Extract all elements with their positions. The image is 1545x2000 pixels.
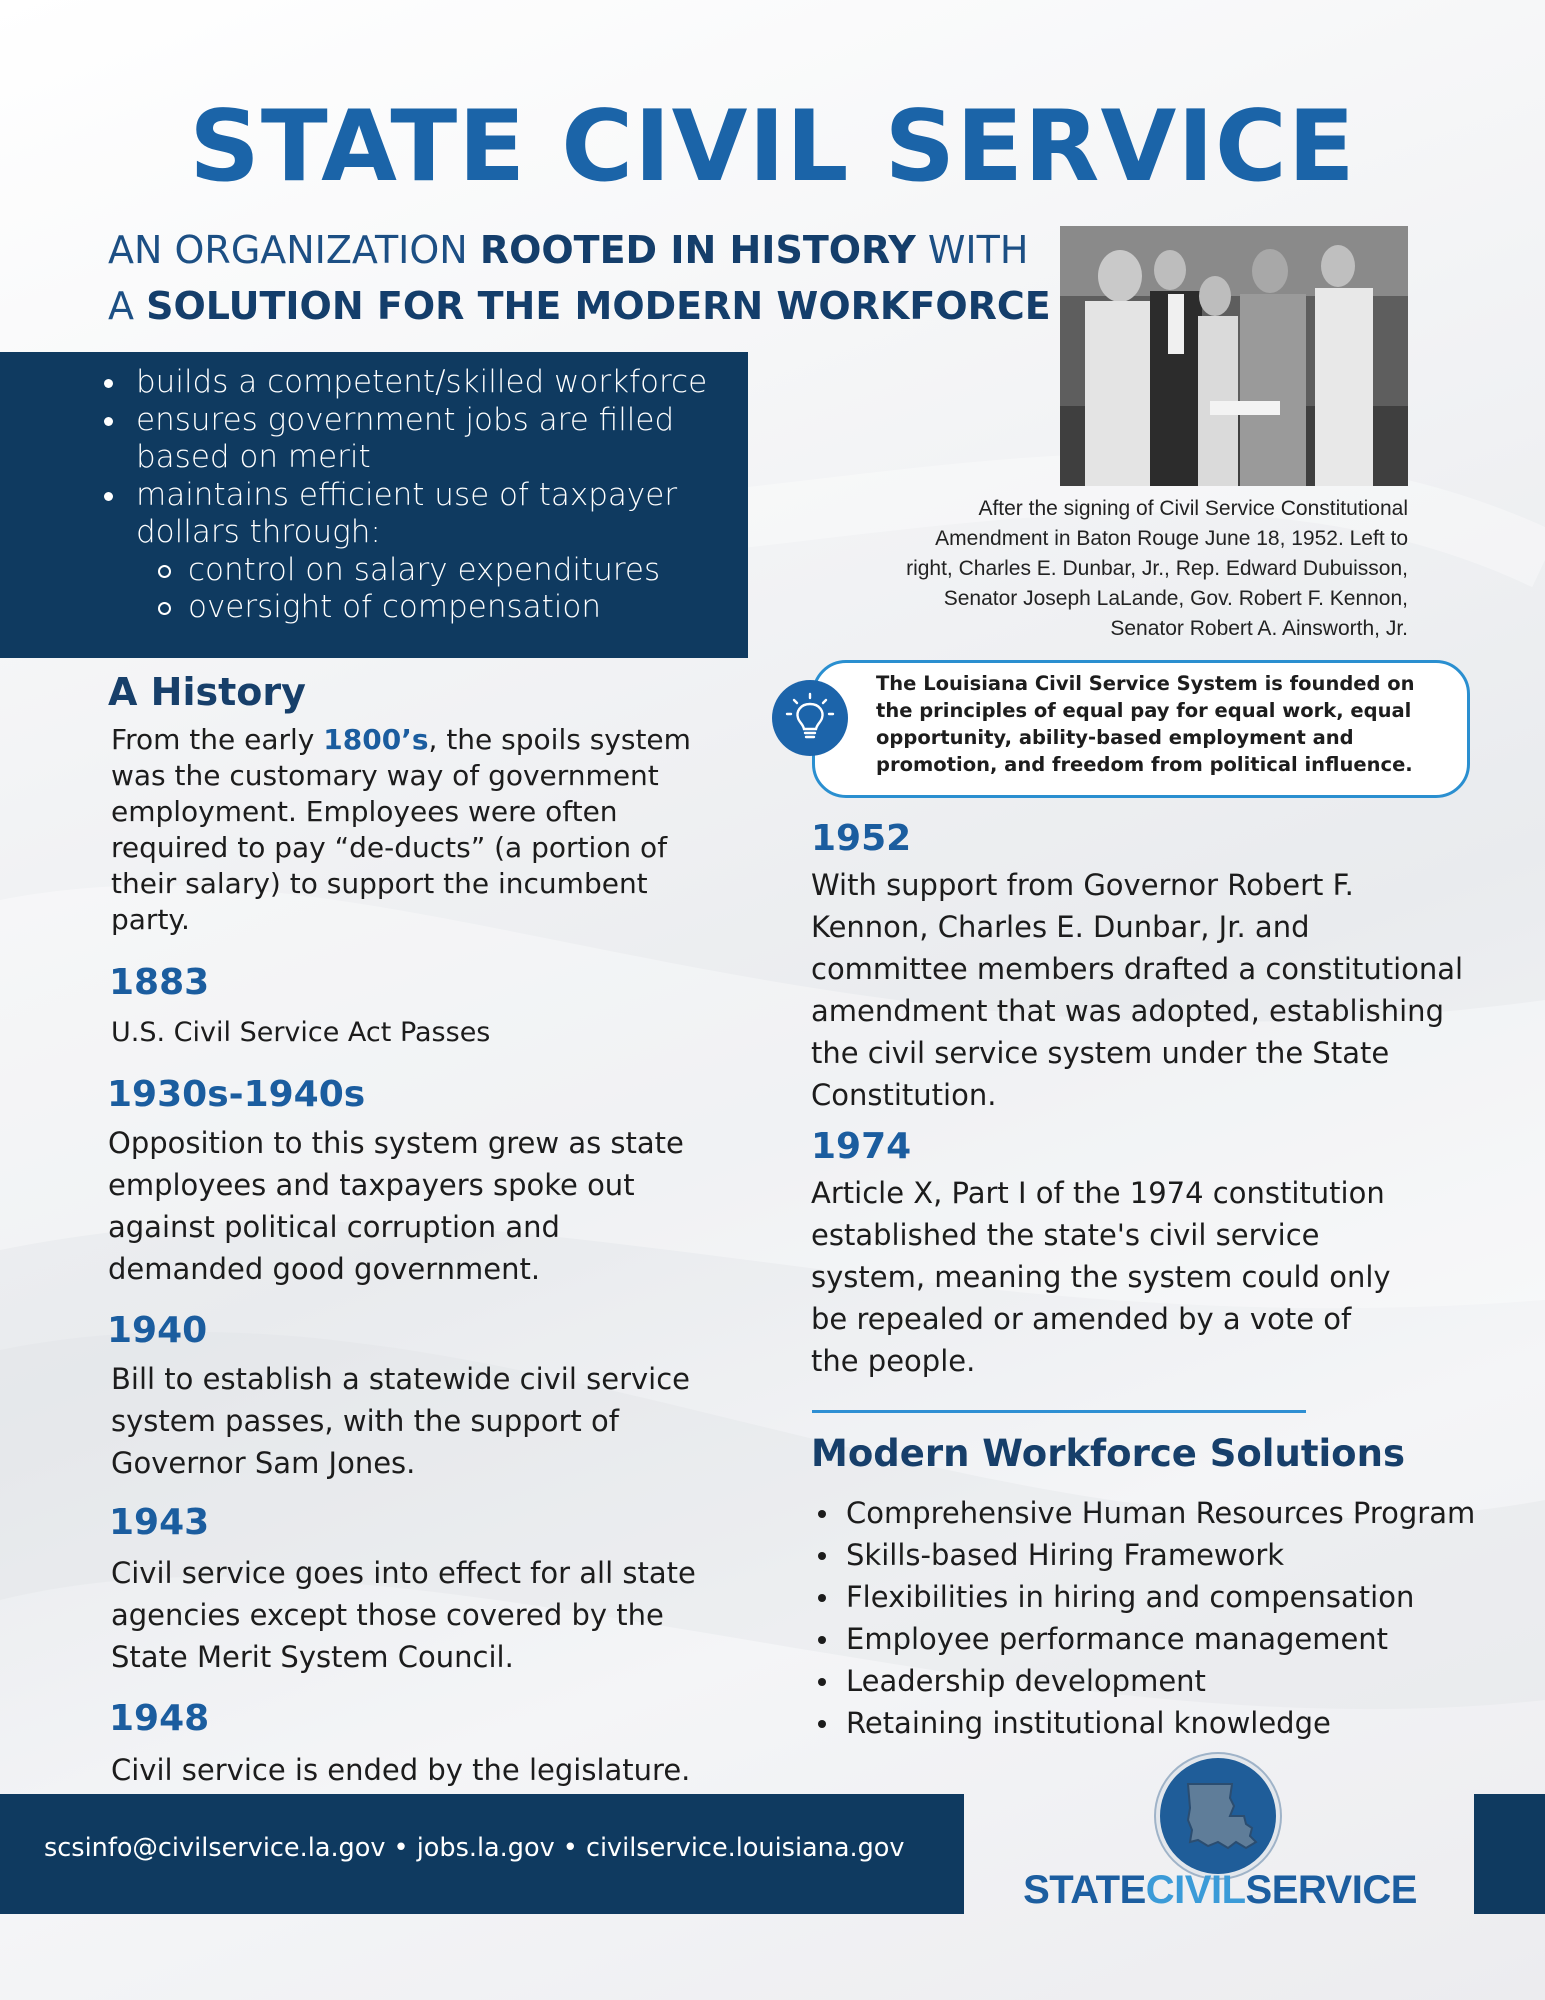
year-1943: 1943 [109,1502,210,1543]
callout-text [876,670,1456,778]
caption-line: Senator Joseph LaLande, Gov. Robert F. Kennon, [943,587,1408,610]
logo-wordmark [1010,1868,1430,1913]
intro-line: their salary) to support the incumbent [111,867,648,900]
list-item-text: Skills-based Hiring Framework [846,1538,1285,1572]
event-line: be repealed or amended by a vote of [811,1302,1352,1336]
event-line: Bill to establish a statewide civil service [111,1362,691,1396]
intro-highlight: 1800’s [323,723,429,756]
event-1943-text [111,1552,696,1678]
event-line: Civil service goes into effect for all state [111,1556,696,1590]
list-item-text: ensures government jobs are filled [136,401,675,438]
logo-part: SERVICE [1245,1868,1417,1912]
intro-line: was the customary way of government [111,759,659,792]
list-item [136,364,748,402]
separator: • [554,1833,586,1863]
footer-contacts [44,1833,904,1863]
hollow-bullet-icon [158,602,171,615]
callout-line: the principles of equal pay for equal work, equal [876,699,1412,722]
caption-line: Senator Robert A. Ainsworth, Jr. [1110,617,1408,640]
year-1948: 1948 [109,1698,210,1739]
list-item [136,477,748,627]
event-line: Article X, Part I of the 1974 constitution [811,1176,1385,1210]
event-line: against political corruption and [108,1210,560,1244]
subtitle-text: AN ORGANIZATION [108,228,480,272]
bullet-icon [104,492,113,501]
event-line: employees and taxpayers spoke out [108,1168,635,1202]
event-line: Opposition to this system grew as state [108,1126,684,1160]
event-line: amendment that was adopted, establishing [811,994,1444,1028]
bullet-icon [104,379,113,388]
event-line: the people. [811,1344,976,1378]
year-1930s-1940s: 1930s-1940s [107,1074,366,1115]
list-item-text: oversight of compensation [188,589,602,625]
event-line: Civil service is ended by the legislature. [111,1753,691,1787]
bullet-icon [818,1636,826,1644]
page-title: STATE CIVIL SERVICE [189,90,1356,204]
bullet-icon [818,1720,826,1728]
email-link[interactable]: scsinfo@civilservice.la.gov [44,1833,386,1863]
modern-solutions-list [812,1492,1475,1744]
benefits-box [0,352,748,658]
bullet-icon [104,417,113,426]
event-1940-text [111,1358,690,1484]
bullet-icon [818,1552,826,1560]
list-item-text: control on salary expenditures [188,551,661,588]
website-link[interactable]: civilservice.louisiana.gov [585,1833,905,1863]
logo-part: STATE [1023,1868,1146,1912]
photo-caption [780,494,1408,644]
historical-photo [1060,226,1408,486]
benefits-sublist [136,552,748,627]
caption-line: Amendment in Baton Rouge June 18, 1952. Left to [935,527,1408,550]
list-item [846,1576,1475,1618]
list-item [846,1702,1475,1744]
year-1974: 1974 [811,1126,912,1167]
list-item-text: dollars through: [136,514,381,550]
bullet-icon [818,1594,826,1602]
event-line: the civil service system under the State [811,1036,1390,1070]
event-1883-text [111,1015,490,1051]
logo-part: CIVIL [1145,1868,1246,1912]
event-line: State Merit System Council. [111,1640,514,1674]
event-line: Kennon, Charles E. Dunbar, Jr. and [811,910,1310,944]
event-line: Constitution. [811,1078,997,1112]
intro-text: , the spoils system [428,723,691,756]
list-item-text: builds a competent/skilled workforce [136,364,708,400]
list-item [136,402,748,477]
event-1952-text [811,864,1463,1116]
lightbulb-icon [772,680,848,756]
history-heading: A History [108,670,306,714]
intro-text: From the early [111,723,324,756]
subtitle-emphasis: ROOTED IN HISTORY [479,228,916,272]
event-line: Governor Sam Jones. [111,1446,416,1480]
list-item [188,552,748,590]
list-item-text: Leadership development [846,1664,1206,1698]
event-line: agencies except those covered by the [111,1598,664,1632]
list-item-text: Comprehensive Human Resources Program [846,1496,1476,1530]
event-1948-text [111,1749,690,1791]
event-1974-text [811,1172,1391,1382]
jobs-link[interactable]: jobs.la.gov [416,1833,555,1863]
callout-line: opportunity, ability-based employment and [876,726,1354,749]
subtitle-emphasis: SOLUTION FOR THE MODERN WORKFORCE [146,284,1051,328]
event-line: system passes, with the support of [111,1404,619,1438]
callout-line: promotion, and freedom from political influence. [876,753,1413,776]
list-item-text: Employee performance management [846,1622,1389,1656]
year-1952: 1952 [811,818,912,859]
list-item-text: based on merit [136,439,371,475]
event-line: established the state's civil service [811,1218,1320,1252]
intro-line: employment. Employees were often [111,795,618,828]
section-divider [812,1410,1306,1413]
caption-line: After the signing of Civil Service Constitutional [978,497,1408,520]
caption-line: right, Charles E. Dunbar, Jr., Rep. Edward Dubuisson, [906,557,1408,580]
separator: • [385,1833,417,1863]
list-item-text: maintains efficient use of taxpayer [136,476,678,513]
event-1930s-text [108,1122,684,1290]
event-line: demanded good government. [108,1252,541,1286]
year-1940: 1940 [107,1310,208,1351]
history-intro [111,722,751,938]
bullet-icon [818,1678,826,1686]
list-item [846,1534,1475,1576]
hollow-bullet-icon [158,565,171,578]
callout-line: The Louisiana Civil Service System is founded on [876,672,1415,695]
list-item-text: Retaining institutional knowledge [846,1706,1331,1740]
list-item-text: Flexibilities in hiring and compensation [846,1580,1415,1614]
event-line: With support from Governor Robert F. [811,868,1354,902]
list-item [846,1492,1475,1534]
page-subtitle [108,222,1068,334]
modern-heading: Modern Workforce Solutions [811,1432,1405,1475]
year-1883: 1883 [109,962,210,1003]
bullet-icon [818,1510,826,1518]
subtitle-text: A [108,284,147,328]
benefits-list [0,352,748,627]
footer-corner-block [1474,1794,1545,1914]
list-item [846,1660,1475,1702]
louisiana-map-icon [1156,1754,1280,1878]
event-line: U.S. Civil Service Act Passes [111,1017,491,1048]
list-item [846,1618,1475,1660]
event-line: system, meaning the system could only [811,1260,1391,1294]
list-item [188,589,748,627]
subtitle-text: WITH [915,228,1029,272]
intro-line: required to pay “de-ducts” (a portion of [111,831,668,864]
intro-line: party. [111,903,190,936]
event-line: committee members drafted a constitutional [811,952,1464,986]
